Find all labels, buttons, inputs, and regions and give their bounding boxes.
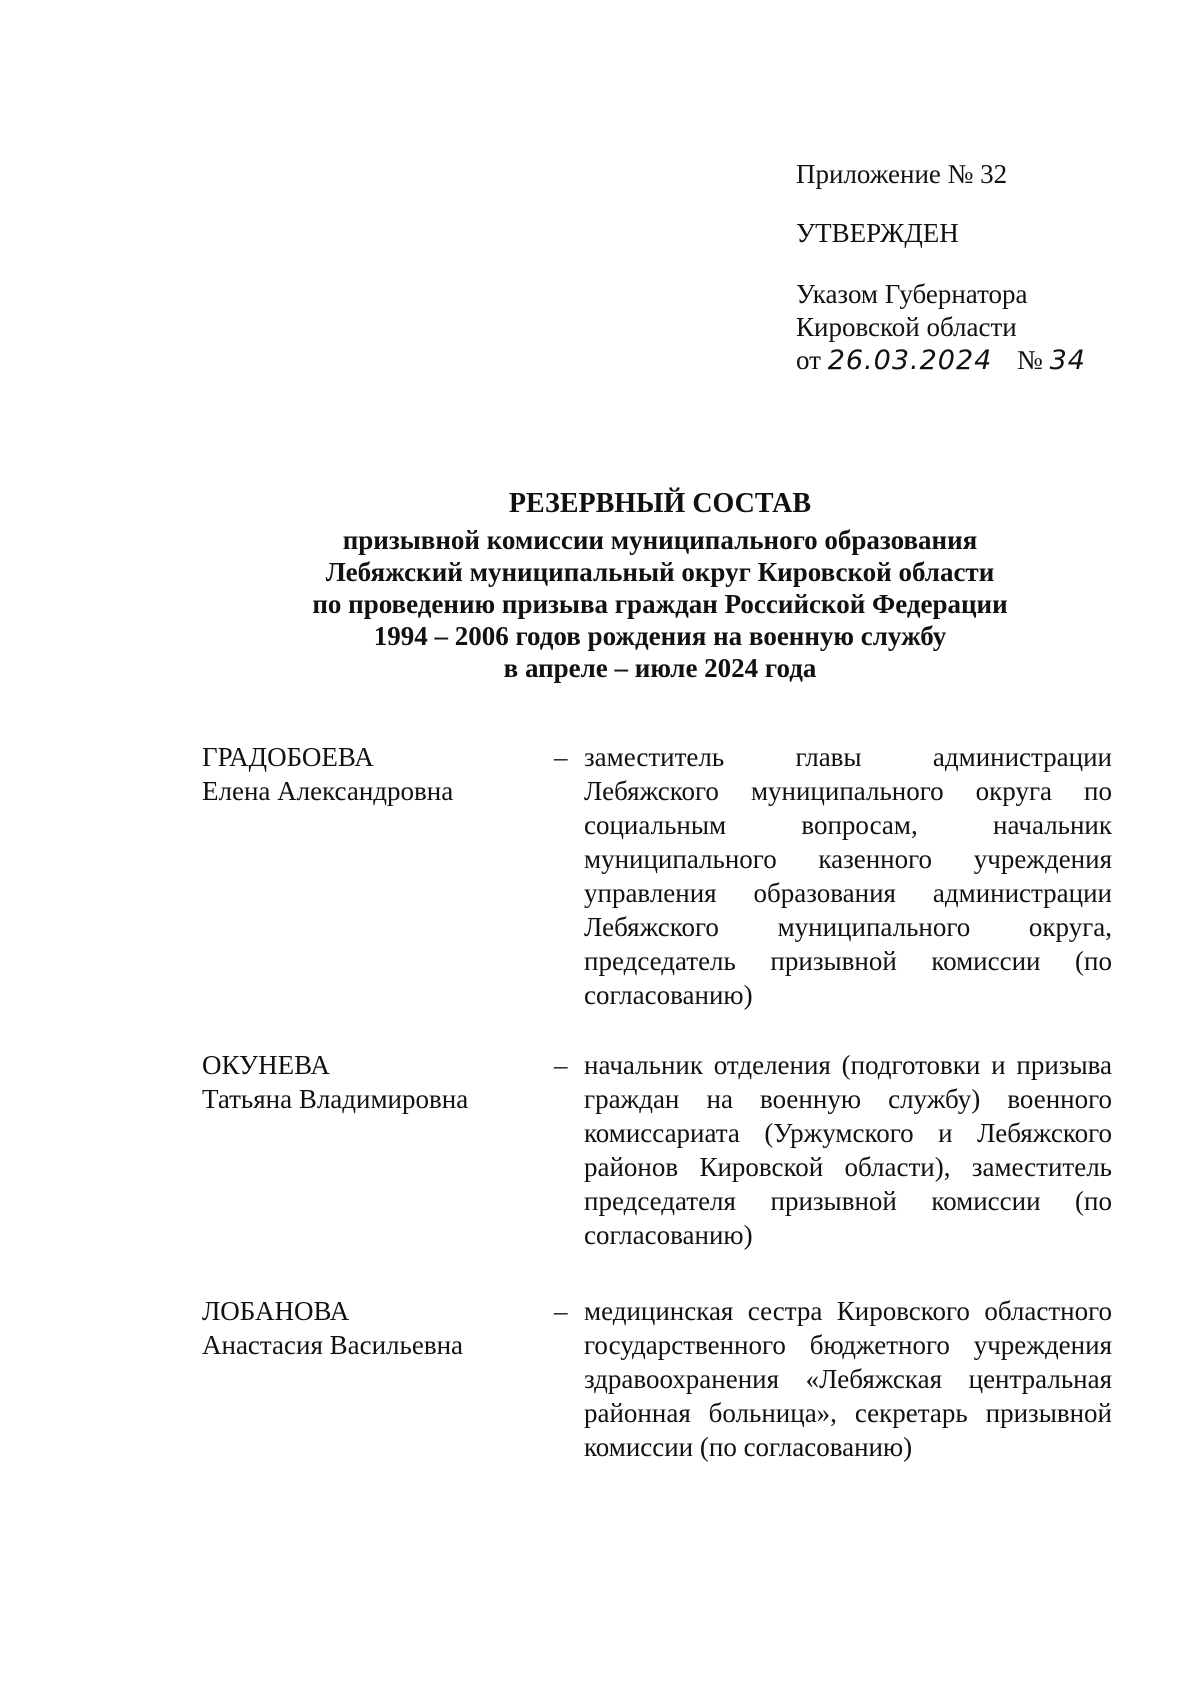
member-name [202, 740, 554, 1012]
title-line-2: Лебяжский муниципальный округ Кировской области [325, 557, 995, 587]
member-surname: ОКУНЕВА [202, 1050, 330, 1080]
member-name [202, 1048, 554, 1252]
approval-block [796, 158, 1086, 377]
handwritten-number: 34 [1049, 345, 1086, 376]
member-given-names: Анастасия Васильевна [202, 1330, 464, 1360]
handwritten-date: 26.03.2024 [827, 345, 993, 376]
member-description: начальник отделения (подготовки и призыва граждан на военную службу) военного комиссариата (Уржумского и Лебяжского районов Кировской области), заместитель председателя призывной комиссии (по согласованию) [584, 1050, 1112, 1250]
member-dash: – [554, 1050, 568, 1080]
member-given-names: Елена Александровна [202, 776, 454, 806]
member-given-names: Татьяна Владимировна [202, 1084, 469, 1114]
member-entry [202, 1048, 1112, 1252]
member-surname: ЛОБАНОВА [202, 1296, 350, 1326]
number-prefix: № [1017, 345, 1043, 375]
member-dash: – [554, 742, 568, 772]
title-line-4: 1994 – 2006 годов рождения на военную службу [373, 621, 947, 651]
from-prefix: от [796, 345, 821, 375]
document-title [0, 488, 1200, 684]
member-dash: – [554, 1296, 568, 1326]
decree-line-2: Кировской области [796, 312, 1017, 342]
title-line-3: по проведению призыва граждан Российской Федерации [312, 589, 1008, 619]
title-line-5: в апреле – июле 2024 года [503, 653, 817, 683]
decree-date-line [796, 344, 1086, 377]
member-entry [202, 1294, 1112, 1464]
member-surname: ГРАДОБОЕВА [202, 742, 374, 772]
members-list [202, 740, 1112, 1504]
approved-stamp-text: УТВЕРЖДЕН [796, 218, 959, 248]
annex-number: Приложение № 32 [796, 159, 1008, 189]
member-description: медицинская сестра Кировского областного государственного бюджетного учреждения здравоохранения «Лебяжская центральная районная больница», секретарь призывной комиссии (по согласованию) [584, 1296, 1112, 1462]
decree-line-1: Указом Губернатора [796, 279, 1028, 309]
member-name [202, 1294, 554, 1464]
title-main: РЕЗЕРВНЫЙ СОСТАВ [508, 488, 812, 519]
member-description: заместитель главы администрации Лебяжского муниципального округа по социальным вопросам, начальник муниципального казенного учреждения управления образования администрации Лебяжского муниципального округа, председатель призывной комиссии (по согласованию) [584, 742, 1112, 1010]
title-line-1: призывной комиссии муниципального образования [342, 525, 978, 555]
member-entry [202, 740, 1112, 1012]
